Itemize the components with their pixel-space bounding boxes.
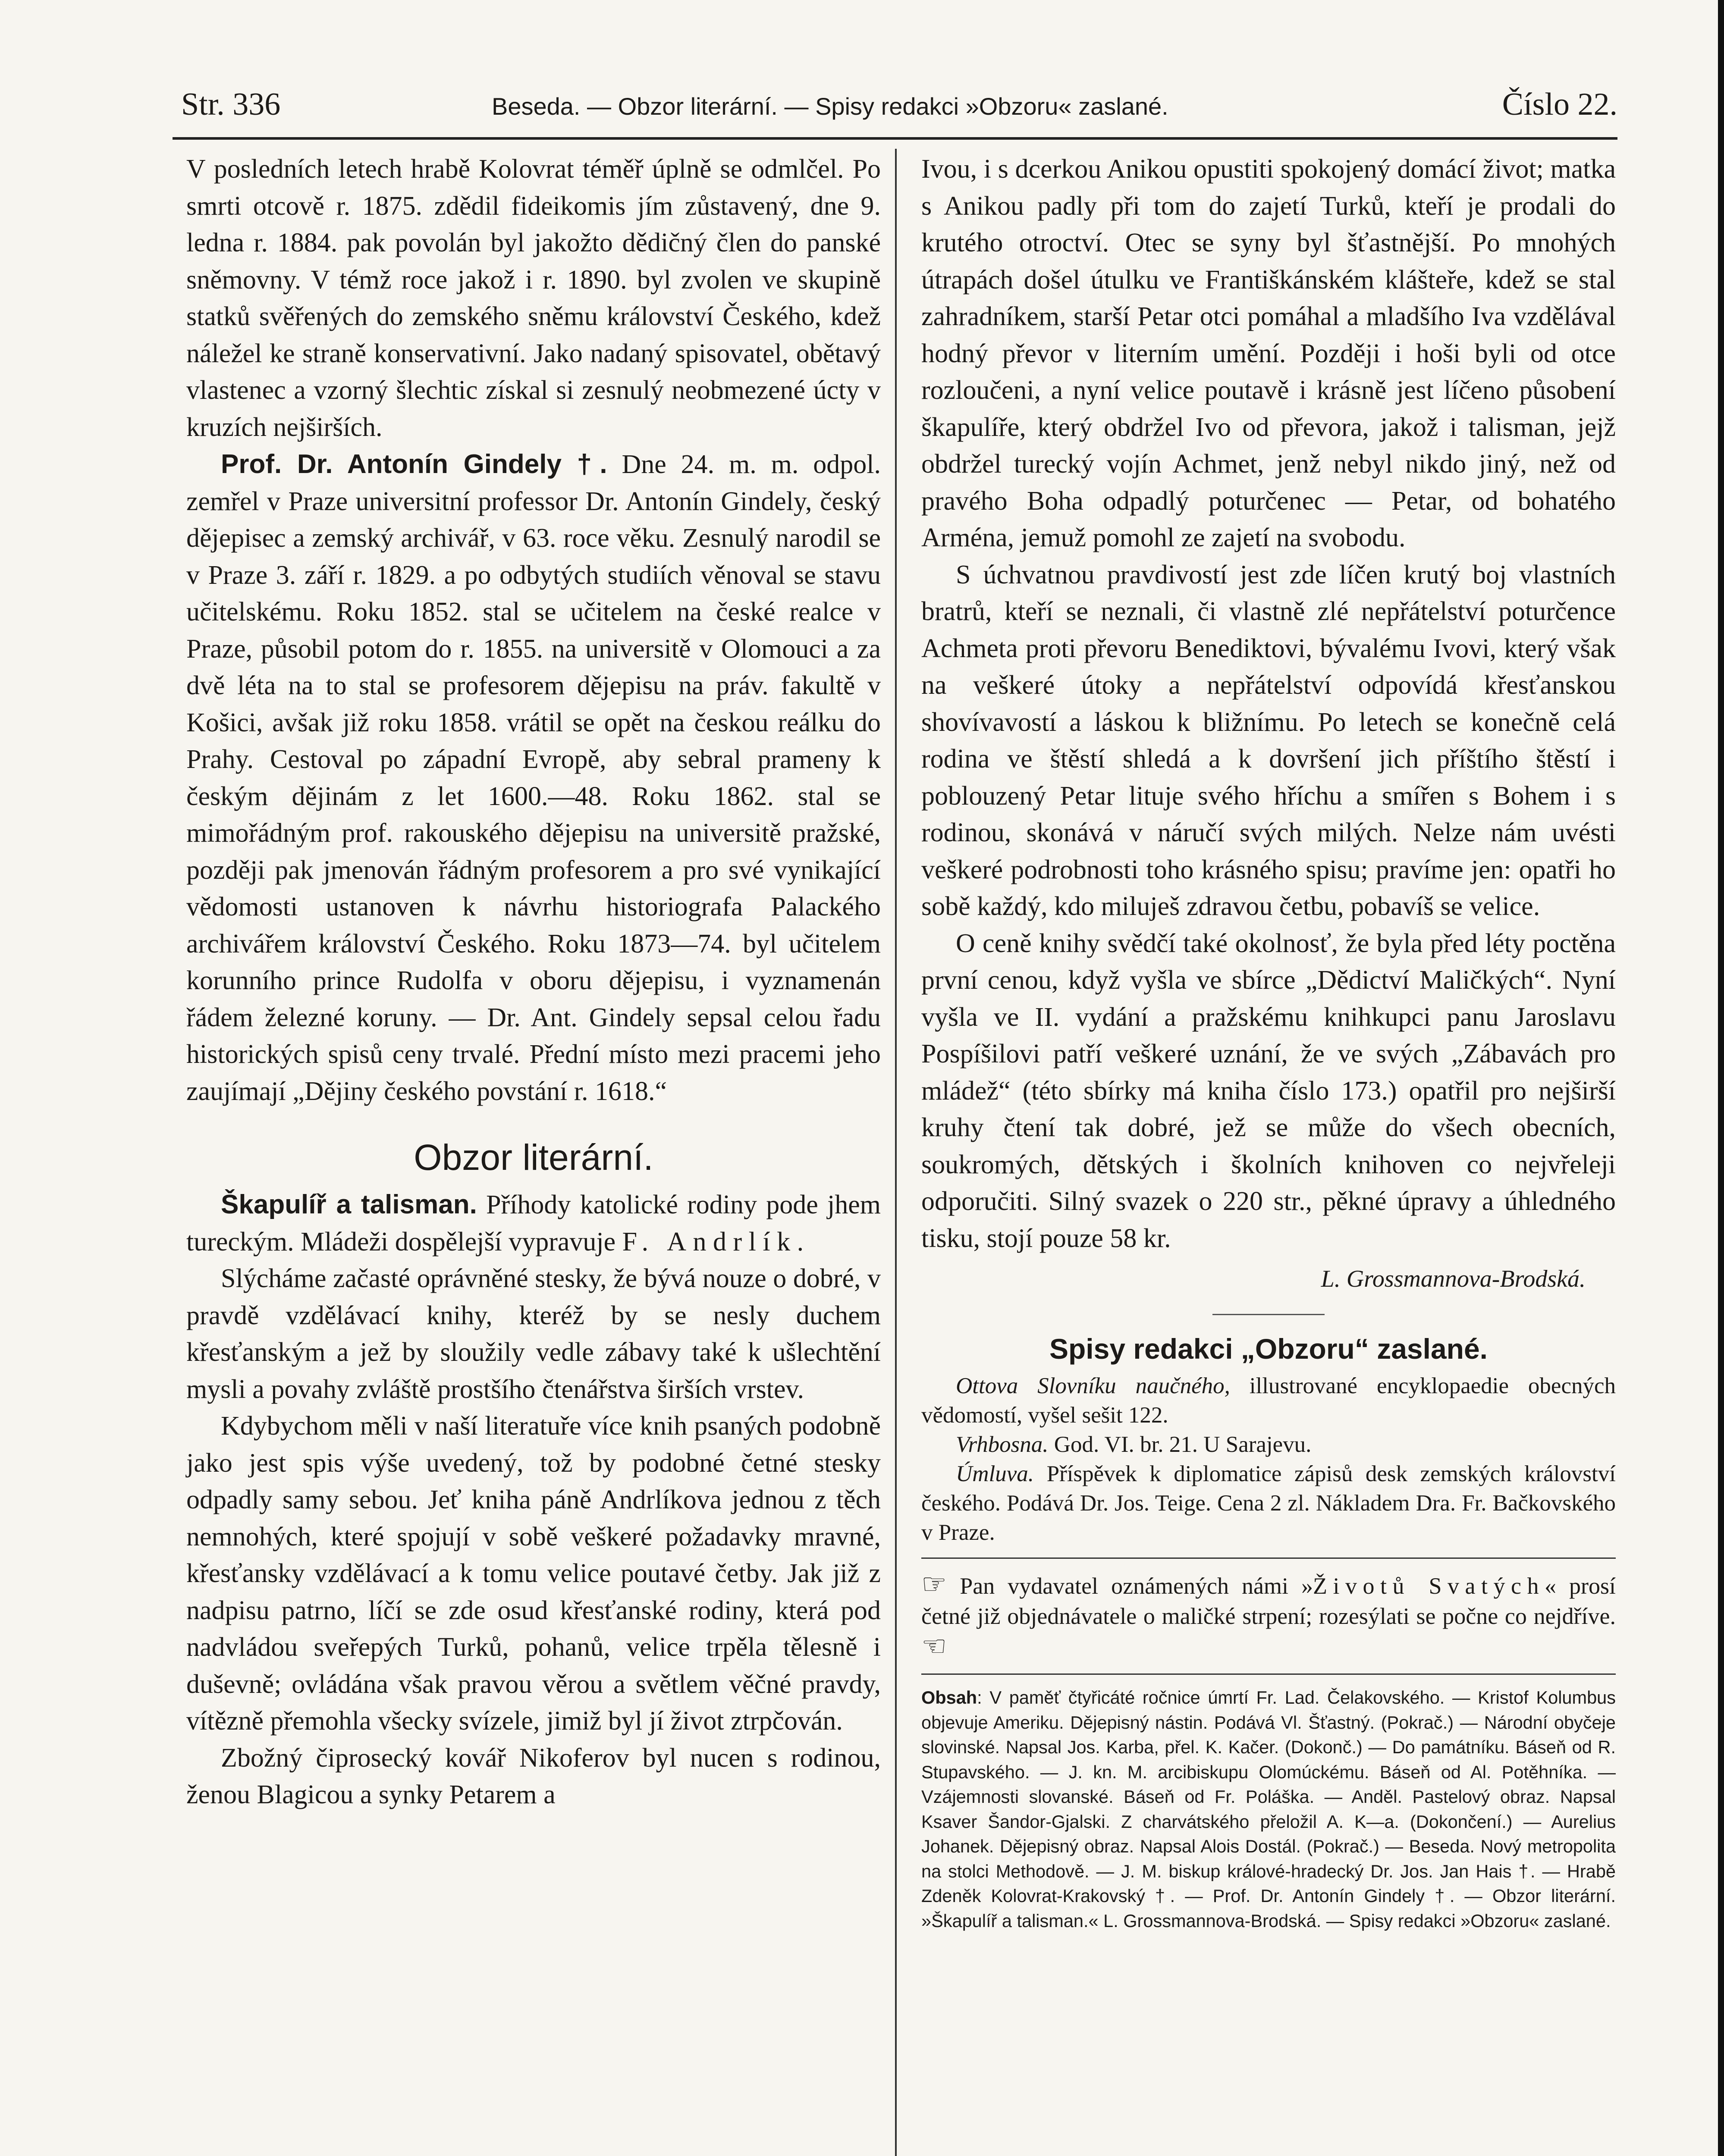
gindely-text: Dne 24. m. m. odpol. zemřel v Praze universitní professor Dr. Antonín Gindely, český dějepisec a zemský archivář, v 63. roce věku. Zesnulý narodil se v Praze 3. září r. 1829. a po odbytých studiích věnoval se stavu učitelskému. Roku 1852. stal se učitelem na české realce v Praze, působil potom do r. 1855. na universitě v Olomouci a za dvě léta na to stal se profesorem dějepisu na práv. fakultě v Košici, avšak již roku 1858. vrátil se opět na českou reálku do Prahy. Cestoval po západní Evropě, aby sebral prameny k českým dějinám z let 1600.—48. Roku 1862. stal se mimořádným prof. rakouského dějepisu na universitě pražské, později pak jmenován řádným profesorem a pro své vynikající vědomosti ustanoven k návrhu historiografa Palackého archivářem království Českého. Roku 1873—74. byl učitelem korunního prince Rudolfa v oboru dějepisu, i vyznamenán řádem železné koruny. — Dr. Ant. Gindely sepsal celou řadu historických spisů ceny trvalé. Přední místo mezi pracemi jeho zaujímají „Dějiny českého povstání r. 1618.“ [186, 450, 881, 1106]
header-rule [173, 137, 1617, 140]
contents-label: Obsah [921, 1687, 977, 1708]
left-column [186, 151, 881, 1814]
review-paragraph: Zbožný čiprosecký kovář Nikoferov byl nucen s rodinou, ženou Blagicou a synky Petarem a [186, 1743, 881, 1809]
divider [1212, 1314, 1325, 1315]
received-books [921, 1371, 1616, 1547]
spisy-title: Spisy redakci „Obzoru“ zaslané. [1049, 1333, 1488, 1365]
issue-number: Číslo 22. [1502, 87, 1617, 122]
review-paragraph: Slýcháme začasté oprávněné stesky, že bývá nouze o dobré, v pravdě vzdělávací knihy, kteréž by se nesly duchem křesťanským a jež by sloužily vedle zábavy také k ušlechtění mysli a povahy zvláště prostšího čtenářstva širších vrstev. [186, 1264, 881, 1404]
divider [921, 1673, 1616, 1675]
book-intro: Příhody katolické rodiny pode jhem tureckým. Mládeži dospělejší vypravuje [186, 1190, 881, 1257]
page-edge [1718, 0, 1724, 2156]
column-rule [895, 149, 897, 2156]
received-item: Úmluva. Příspěvek k diplomatice zápisů desk zemských království českého. Podává Dr. Jos. Teige. Cena 2 zl. Nákladem Dra. Fr. Bačkovského v Praze. [921, 1461, 1616, 1545]
review-paragraph: O ceně knihy svědčí také okolnosť, že byla před léty poctěna první cenou, když vyšla ve sbírce „Dědictví Maličkých“. Nyní vyšla ve II. vydání a pražskému knihkupci panu Jaroslavu Pospíšilovi patří veškeré uznání, že ve svých „Zábavách pro mládež“ (této sbírky má kniha číslo 173.) opatřil pro nejširší kruhy čtení tak dobré, jež se může do všech obecních, soukromých, dětských i školních knihoven co nejvřeleji odporučiti. Silný svazek o 220 str., pěkné úpravy a úhledného tisku, stojí pouze 58 kr. [921, 928, 1616, 1253]
review-paragraph: Ivou, i s dcerkou Anikou opustiti spokojený domácí život; matka s Anikou padly při tom do zajetí Turků, kteří je prodali do krutého otroctví. Otec se syny byl šťastnější. Po mnohých útrapách došel útulku ve Františkánském klášteře, kdež se stal zahradníkem, starší Petar otci pomáhal a mladšího Iva vzdělával hodný převor v literním umění. Později i hoši byli od otce rozloučeni, a nyní velice poutavě i krásně jest líčeno působení škapulíře, který obdržel Ivo od převora, jakož i talisman, jejž obdržel turecký vojín Achmet, jenž nebyl nikdo jiný, než od pravého Boha odpadlý poturčenec — Petar, od bohatého Arména, jemuž pomohl ze zajetí na svobodu. [921, 154, 1616, 552]
gindely-heading: Prof. Dr. Antonín Gindely †. [221, 449, 607, 479]
header-sections: Beseda. — Obzor literární. — Spisy redakci »Obzoru« zaslané. [492, 93, 1168, 120]
pointing-hand-icon: ☜ [921, 1630, 947, 1663]
section-title: Obzor literární. [414, 1137, 653, 1178]
book-author: F. Andrlík. [622, 1227, 810, 1257]
running-header [181, 86, 1617, 138]
page-number: Str. 336 [181, 87, 281, 122]
book-heading [186, 1186, 881, 1260]
table-of-contents [921, 1685, 1616, 1933]
divider [921, 1557, 1616, 1559]
book-title: Škapulíř a talisman. [221, 1190, 477, 1219]
review-paragraph: S úchvatnou pravdivostí jest zde líčen krutý boj vlastních bratrů, kteří se neznali, či vlastně zlé nepřátelství poturčence Achmeta proti převoru Benediktovi, bývalému Ivovi, který však na veškeré útoky a nepřátelství odpovídá křesťanskou shovívavostí a láskou k bližnímu. Po letech se konečně celá rodina ve štěstí shledá a k dovršení jich příštího štěstí i poblouzený Petar lituje svého hříchu a smířen s Bohem i s rodinou, skonává v náručí svých milých. Nelze nám uvésti veškeré podrobnosti toho krásného spisu; pravíme jen: opatři ho sobě každý, kdo miluješ zdravou četbu, pobavíš se velice. [921, 560, 1616, 921]
review-paragraph: Kdybychom měli v naší literatuře více knih psaných podobně jako jest spis výše uvedený, tož by podobné četné stesky odpadly samy sebou. Jeť kniha páně Andrlíkova jednou z těch nemnohých, které spojují v sobě veškeré požadavky mravné, křesťansky vzdělávací a k tomu velice poutavé četby. Jak již z nadpisu patrno, líčí se zde osud křesťanské rodiny, která pod nadvládou sveřepých Turků, pohanů, velice trpěla tělesně i duševně; ovládána však pravou věrou a světlem věčné pravdy, vítězně přemohla všecky svízele, jimiž byl jí život ztrpčován. [186, 1411, 881, 1736]
received-item: Vrhbosna. God. VI. br. 21. U Sarajevu. [956, 1432, 1312, 1457]
pointing-hand-icon: ☞ [921, 1567, 947, 1601]
right-column [921, 151, 1616, 1933]
received-item: Ottova Slovníku naučného, illustrované encyklopaedie obecných vědomostí, vyšel sešit 122. [921, 1373, 1616, 1428]
review-signature: L. Grossmannova-Brodská. [1321, 1266, 1586, 1292]
contents-text: : V paměť čtyřicáté ročnice úmrtí Fr. Lad. Čelakovského. — Kristof Kolumbus objevuje Ameriku. Dějepisný nástin. Podává Vl. Šťastný. (Pokrač.) — Národní obyčeje slovinské. Napsal Jos. Karba, přel. K. Kačer. (Dokonč.) — Do památníku. Báseň od R. Stupavského. — J. kn. M. arcibiskupu Olomúckému. Báseň od Al. Potěhníka. — Vzájemnosti slovanské. Báseň od Fr. Poláška. — Anděl. Pastelový obraz. Napsal Ksaver Šandor-Gjalski. Z charvátského přeložil A. K—a. (Dokončení.) — Aurelius Johanek. Dějepisný obraz. Napsal Alois Dostál. (Pokrač.) — Beseda. Nový metropolita na stolci Methodově. — J. M. biskup králové-hradecký Dr. Jos. Jan Hais †. — Hrabě Zdeněk Kolovrat-Krakovský †. — Prof. Dr. Antonín Gindely †. — Obzor literární. »Škapulíř a talisman.« L. Grossmannova-Brodská. — Spisy redakci »Obzoru« zaslané. [921, 1687, 1616, 1931]
gindely-obituary [186, 446, 881, 1110]
kolovrat-obituary: V posledních letech hrabě Kolovrat téměř úplně se odmlčel. Po smrti otcově r. 1875. zdědil fideikomis jím zůstavený, dne 9. ledna r. 1884. pak povolán byl jakožto dědičný člen do panské sněmovny. V témž roce jakož i r. 1890. byl zvolen ve skupině statků svěřených do zemského sněmu království Českého, kdež náležel ke straně konservativní. Jako nadaný spisovatel, obětavý vlastenec a vzorný šlechtic získal si zesnulý neobmezené úcty v kruzích nejširších. [186, 154, 881, 442]
publisher-notice: ☞ Pan vydavatel oznámených námi »Životů Svatých« prosí četné již objednávatele o maličké strpení; rozesýlati se počne co nejdříve. ☜ [921, 1567, 1616, 1663]
